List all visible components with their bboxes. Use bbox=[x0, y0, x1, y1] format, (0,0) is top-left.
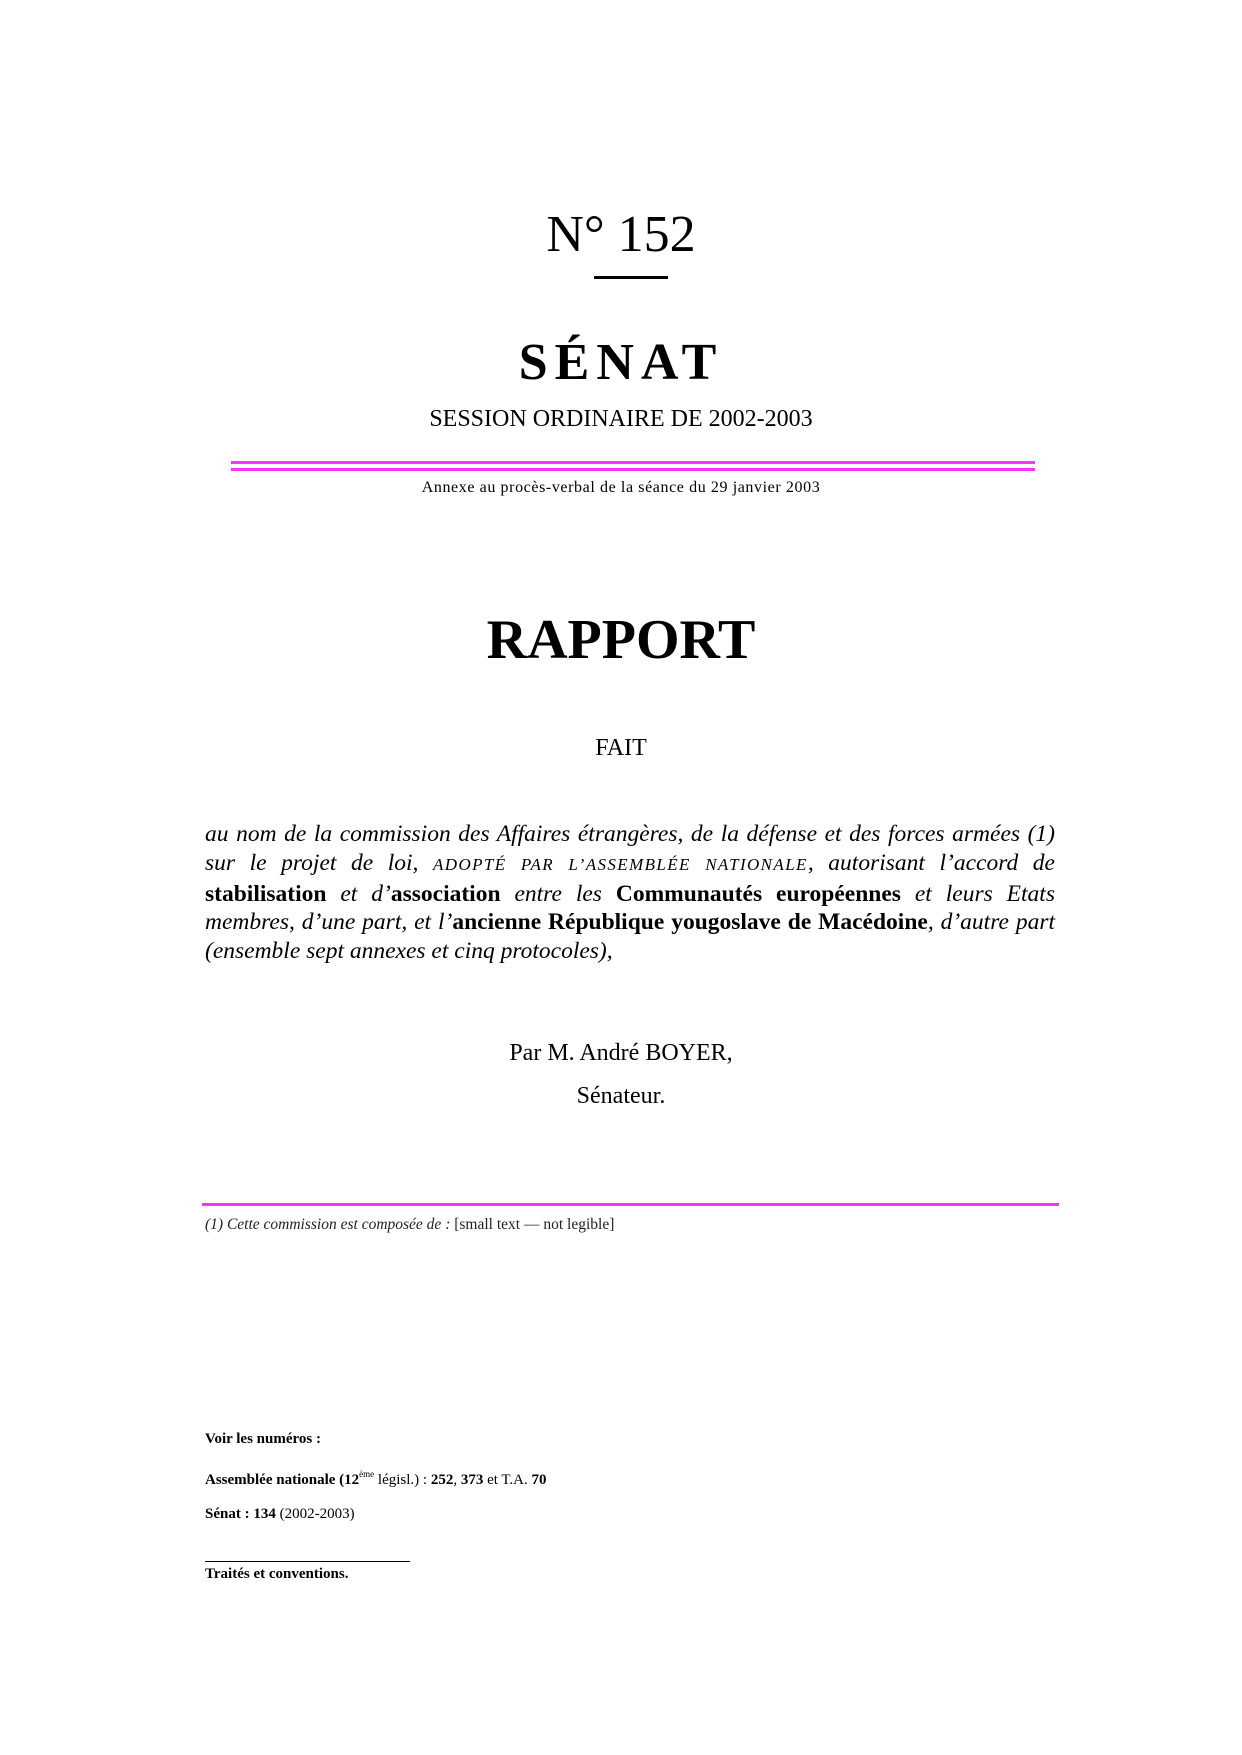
category-label: Traités et conventions. bbox=[205, 1566, 349, 1582]
senat-ref-years: (2002-2003) bbox=[275, 1506, 355, 1522]
report-description bbox=[205, 820, 1055, 966]
fait-label: FAIT bbox=[595, 735, 647, 761]
body-text-1: au nom de la commission des Affaires étrangères, de la défense et des forces armées (1) sur le projet de loi, bbox=[205, 821, 1055, 876]
author-line: Par M. André BOYER, bbox=[509, 1040, 733, 1066]
bold-stabilisation: stabilisation bbox=[205, 880, 327, 907]
voir-numeros: Voir les numéros : bbox=[205, 1431, 321, 1447]
footnote-text: [small text — not legible] bbox=[454, 1216, 615, 1233]
an-et-ta: et T.A. bbox=[483, 1472, 532, 1488]
an-number-2: 373 bbox=[460, 1472, 484, 1488]
an-sup: ème bbox=[359, 1469, 375, 1479]
footnote-intro: (1) Cette commission est composée de : bbox=[205, 1216, 451, 1233]
an-label: Assemblée nationale (12 bbox=[205, 1472, 360, 1488]
bold-macedoine: ancienne République yougoslave de Macédoine bbox=[452, 909, 928, 936]
document-title: RAPPORT bbox=[486, 609, 756, 671]
annexe-line: Annexe au procès-verbal de la séance du 29 janvier 2003 bbox=[421, 479, 821, 496]
report-number: N° 152 bbox=[546, 206, 696, 263]
header-rule-bottom bbox=[231, 468, 1035, 471]
assemblee-reference bbox=[205, 1464, 547, 1490]
senat-ref-label: Sénat : 134 bbox=[205, 1506, 276, 1522]
an-legis: législ.) : bbox=[374, 1472, 431, 1488]
bold-association: association bbox=[390, 880, 501, 907]
adopte-text: ADOPTÉ PAR L’ASSEMBLÉE NATIONALE bbox=[433, 854, 808, 874]
body-text-5: et leurs Etats membres, d’une part, et l’ bbox=[205, 880, 1055, 936]
bold-communautes: Communautés européennes bbox=[615, 880, 901, 907]
session-line: SESSION ORDINAIRE DE 2002-2003 bbox=[429, 406, 813, 432]
body-text-3: et d’ bbox=[326, 880, 391, 907]
senat-reference bbox=[205, 1504, 355, 1524]
footnote-rule bbox=[202, 1203, 1059, 1206]
footnote-commission bbox=[205, 1215, 1051, 1234]
category-rule bbox=[205, 1561, 410, 1562]
an-separator: , bbox=[453, 1472, 461, 1488]
header-rule-top bbox=[231, 461, 1035, 464]
author-role: Sénateur. bbox=[576, 1083, 666, 1109]
chamber-title: SÉNAT bbox=[518, 334, 724, 391]
body-text-2: , autorisant l’accord de bbox=[807, 849, 1055, 876]
body-text-4: entre les bbox=[500, 880, 616, 907]
body-text-6: , d’autre part (ensemble sept annexes et cinq protocoles), bbox=[205, 909, 1056, 965]
number-divider bbox=[594, 276, 668, 279]
an-number-3: 70 bbox=[531, 1472, 547, 1488]
an-number-1: 252 bbox=[430, 1472, 454, 1488]
